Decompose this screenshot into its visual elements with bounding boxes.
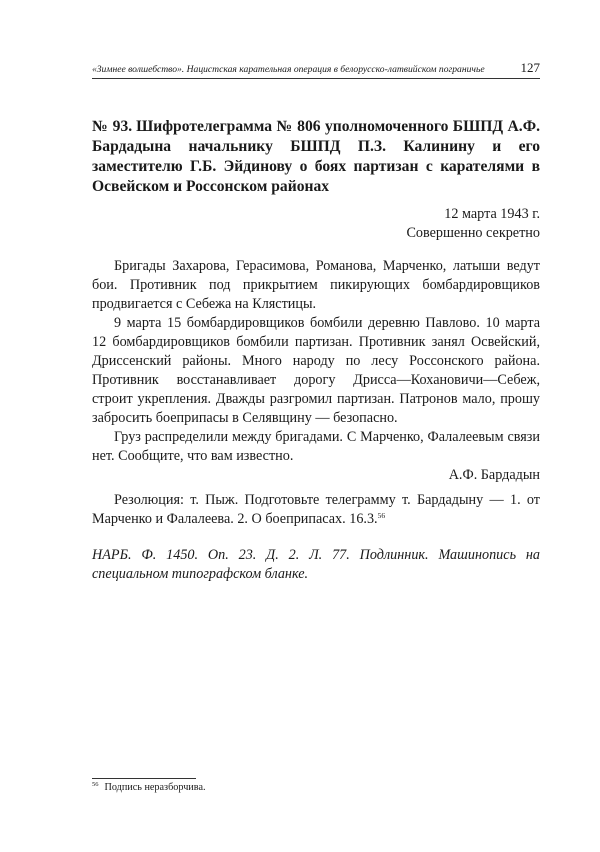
document-title <box>92 117 540 197</box>
page-number: 127 <box>520 60 540 75</box>
header-rule <box>92 78 540 79</box>
footnote <box>92 781 540 794</box>
signature: А.Ф. Бардадын <box>448 467 540 483</box>
archive-note: НАРБ. Ф. 1450. Оп. 23. Д. 2. Л. 77. Подлинник. Машинопись на специальном типографском бланке. <box>92 547 540 582</box>
running-title: «Зимнее волшебство». Нацистская карательная операция в белорусско-латвийском пограничье <box>92 64 485 75</box>
footnote-reference: 56 <box>377 511 386 520</box>
footnote-text: Подпись неразборчива. <box>104 782 206 793</box>
body-paragraph: Груз распределили между бригадами. С Марченко, Фалалеевым связи нет. Сообщите, что вам известно. <box>92 429 540 464</box>
document-date: 12 марта 1943 г. <box>444 206 540 222</box>
resolution-text: Резолюция: т. Пыж. Подготовьте телеграмму т. Бардадыну — 1. от Марченко и Фалалеева. 2. О боеприпасах. 16.3. <box>92 492 540 527</box>
document-number: № 93. <box>92 118 133 135</box>
document-meta <box>92 205 540 243</box>
running-header <box>92 60 540 76</box>
resolution <box>92 491 540 529</box>
document-body <box>92 257 540 485</box>
document-title-text: Шифротелеграмма № 806 уполномоченного БШПД А.Ф. Бардадына начальнику БШПД П.З. Калинину и его заместителю Г.Б. Эйдинову о боях партизан с карателями в Освейском и Россонском районах <box>92 118 540 195</box>
footnote-marker: 56 <box>92 781 99 788</box>
body-paragraph: 9 марта 15 бомбардировщиков бомбили деревню Павлово. 10 марта 12 бомбардировщиков бомбили партизан. Противник занял Освейский, Дриссенский районы. Много народу по лесу Россонского района. Противник восстанавливает дорогу Дрисса—Кохановичи—Себеж, строит укрепления. Дважды разгромил партизан. Патронов мало, прошу забросить боеприпасы в Селявщину — безопасно. <box>92 315 540 426</box>
body-paragraph: Бригады Захарова, Герасимова, Романова, Марченко, латыши ведут бои. Противник под прикрытием пикирующих бомбардировщиков продвигается с Себежа на Клястицы. <box>92 258 540 312</box>
footnote-rule <box>92 778 196 779</box>
classification-label: Совершенно секретно <box>406 225 540 241</box>
